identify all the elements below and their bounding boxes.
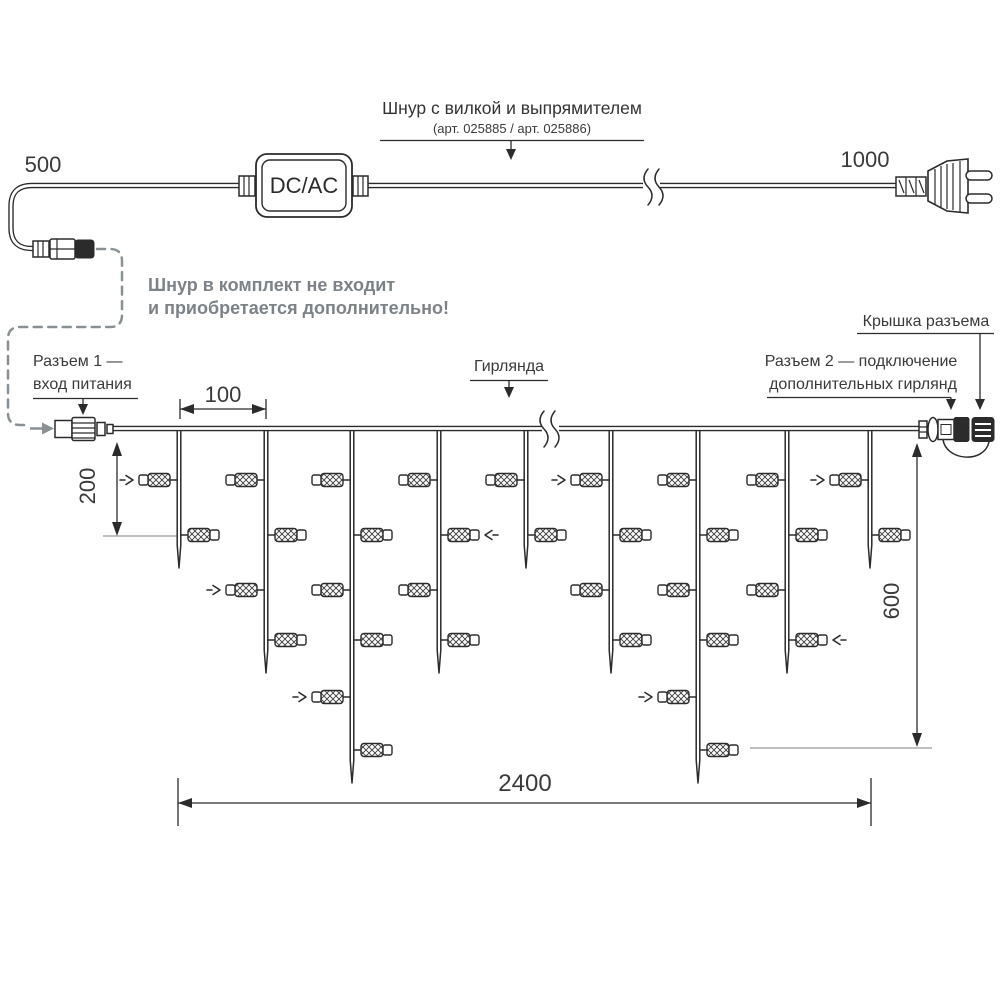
power-cord-right-wire [367, 169, 898, 205]
drop-wire [350, 430, 354, 783]
lamp-cap [729, 635, 738, 645]
note-line2: и приобретается дополнительно! [148, 298, 449, 318]
direction-arrow-icon [120, 476, 133, 485]
lamp-cap [658, 585, 667, 595]
dim-600-label: 600 [879, 582, 904, 620]
lamp-cap [226, 585, 235, 595]
lamp-cap [383, 530, 392, 540]
cap-tether-wire [943, 440, 989, 458]
power-plug [896, 159, 992, 213]
direction-arrow-icon [293, 693, 306, 702]
cord-title: Шнур с вилкой и выпрямителем [382, 98, 642, 118]
lamp-bulb [148, 474, 170, 487]
lamp-cap [470, 530, 479, 540]
dim-500-label: 500 [24, 152, 62, 177]
lamp-bulb [448, 634, 470, 647]
direction-arrow-icon [207, 586, 220, 595]
lamp-bulb [620, 634, 642, 647]
garland-drops [120, 430, 910, 783]
lamp-cap [297, 530, 306, 540]
drop-wire [264, 430, 268, 673]
lamp-cap [297, 635, 306, 645]
lamp-cap [312, 585, 321, 595]
lamp-cap [818, 635, 827, 645]
lamp-bulb [361, 744, 383, 757]
lamp-cap [470, 635, 479, 645]
lamp-cap [226, 475, 235, 485]
connector-2 [919, 418, 994, 458]
lamp-cap [830, 475, 839, 485]
lamp-cap [642, 635, 651, 645]
lamp-bulb [796, 529, 818, 542]
lamp-bulb [756, 584, 778, 597]
converter-label: DC/AC [269, 173, 339, 198]
lamp-bulb [707, 529, 729, 542]
drop-wire [177, 430, 181, 568]
cord-title-callout [380, 98, 644, 160]
lamp-bulb [707, 744, 729, 757]
connector2-label-line1: Разъем 2 — подключение [764, 353, 958, 370]
drop-wire [696, 430, 700, 783]
connector2-callout [765, 353, 958, 410]
drop-wire [868, 430, 872, 568]
lamp-cap [658, 692, 667, 702]
drop-wire [437, 430, 441, 673]
cord-subtitle: (арт. 025885 / арт. 025886) [432, 121, 592, 136]
lamp-cap [747, 475, 756, 485]
lamp-cap [818, 530, 827, 540]
lamp-cap [642, 530, 651, 540]
drop-wire [524, 430, 528, 568]
lamp-cap [658, 475, 667, 485]
dim-100 [180, 382, 266, 419]
lamp-cap [557, 530, 566, 540]
lamp-cap [139, 475, 148, 485]
dashed-path-arrow [30, 423, 54, 435]
lamp-bulb [796, 634, 818, 647]
dim-100-label: 100 [204, 382, 242, 407]
lamp-cap [747, 585, 756, 595]
lamp-bulb [707, 634, 729, 647]
lamp-cap [901, 530, 910, 540]
cap-label: Крышка разъема [862, 313, 990, 330]
direction-arrow-icon [833, 636, 846, 645]
lamp-bulb [495, 474, 517, 487]
lamp-bulb [667, 584, 689, 597]
garland-label: Гирлянда [473, 358, 545, 375]
lamp-bulb [275, 634, 297, 647]
lamp-bulb [361, 529, 383, 542]
lamp-bulb [879, 529, 901, 542]
lamp-bulb [408, 584, 430, 597]
dim-2400-label: 2400 [498, 770, 552, 797]
wire-break-symbol [540, 411, 559, 447]
connector-cap [972, 418, 994, 442]
power-cord-section [11, 98, 992, 259]
lamp-bulb [361, 634, 383, 647]
lamp-cap [312, 475, 321, 485]
lamp-bulb [756, 474, 778, 487]
lamp-bulb [408, 474, 430, 487]
dc-ac-converter [239, 154, 368, 217]
dim-2400 [178, 770, 871, 826]
lamp-bulb [448, 529, 470, 542]
lamp-bulb [839, 474, 861, 487]
lamp-bulb [620, 529, 642, 542]
lamp-bulb [535, 529, 557, 542]
power-connector [33, 239, 94, 259]
connector1-label-line2: вход питания [33, 376, 132, 393]
connector-1 [55, 418, 113, 441]
lamp-cap [486, 475, 495, 485]
drop-wire [609, 430, 613, 673]
lamp-bulb [235, 474, 257, 487]
lamp-bulb [321, 584, 343, 597]
connector2-label-line2: дополнительных гирлянд [769, 376, 957, 393]
lamp-cap [571, 475, 580, 485]
drop-wire [785, 430, 789, 673]
direction-arrow-icon [639, 693, 652, 702]
lamp-bulb [321, 691, 343, 704]
dim-200-label: 200 [75, 467, 100, 505]
garland-callout [470, 358, 548, 398]
direction-arrow-icon [485, 531, 498, 540]
lamp-cap [729, 745, 738, 755]
connector1-callout [33, 353, 138, 415]
lamp-cap [729, 530, 738, 540]
lamp-bulb [580, 474, 602, 487]
lamp-cap [383, 745, 392, 755]
lamp-cap [312, 692, 321, 702]
lamp-bulb [580, 584, 602, 597]
dim-1000-label: 1000 [840, 147, 890, 172]
direction-arrow-icon [811, 476, 824, 485]
lamp-cap [571, 585, 580, 595]
lamp-bulb [321, 474, 343, 487]
note-line1: Шнур в комплект не входит [148, 275, 396, 295]
lamp-cap [399, 585, 408, 595]
lamp-cap [210, 530, 219, 540]
lamp-bulb [667, 691, 689, 704]
lamp-bulb [667, 474, 689, 487]
dim-200 [75, 442, 177, 536]
lamp-bulb [235, 584, 257, 597]
lamp-cap [383, 635, 392, 645]
lamp-bulb [275, 529, 297, 542]
connector1-label-line1: Разъем 1 — [33, 353, 123, 370]
power-cord-left-wire [11, 186, 240, 249]
lamp-cap [399, 475, 408, 485]
garland-wire [111, 411, 920, 447]
lamp-bulb [188, 529, 210, 542]
direction-arrow-icon [552, 476, 565, 485]
